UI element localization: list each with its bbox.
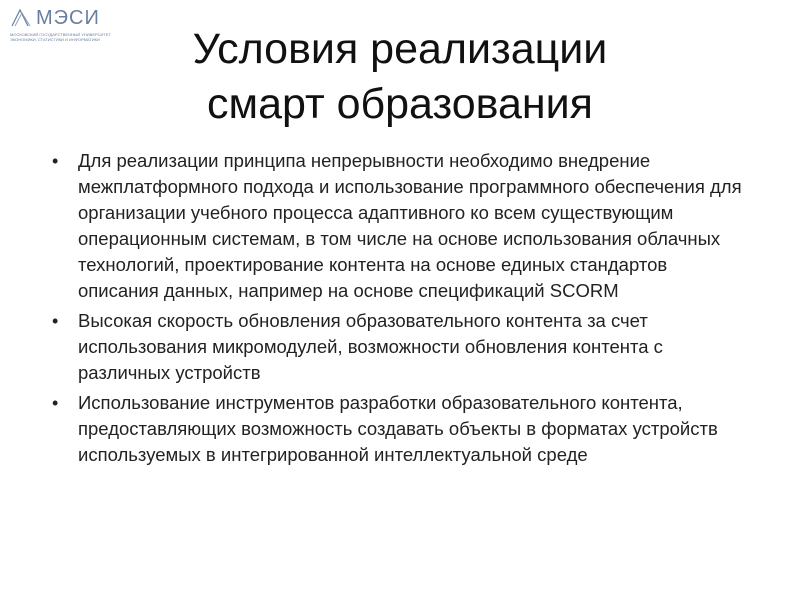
- bullet-item: [52, 308, 752, 386]
- bullet-text: Для реализации принципа непрерывности необходимо внедрение межплатформного подхода и использование программного обеспечения для организации учебного процесса адаптивного ко всем существующим операционным системам, в том числе на основе использования облачных технологий, проектирование контента на основе единых стандартов описания данных, например на основе спецификаций SCORM: [78, 150, 742, 301]
- bullet-icon: •: [52, 311, 59, 331]
- bullet-text: Использование инструментов разработки образовательного контента, предоставляющих возможность создавать объекты в форматах устройств используемых в интегрированной интеллектуальной среде: [78, 392, 718, 465]
- bullet-icon: •: [52, 151, 59, 171]
- bullet-item: [52, 390, 752, 468]
- bullet-item: [52, 148, 752, 304]
- slide-title-line-2: смарт образования: [207, 80, 593, 128]
- logo-wordmark: МЭСИ: [36, 7, 100, 29]
- university-emblem-icon: [8, 6, 34, 32]
- bullet-text: Высокая скорость обновления образовательного контента за счет использования микромодулей, возможности обновления контента с различных устройств: [78, 310, 663, 383]
- slide-title: [100, 22, 700, 132]
- logo-subtitle: МОСКОВСКИЙ ГОСУДАРСТВЕННЫЙ УНИВЕРСИТЕТ ЭКОНОМИКИ, СТАТИСТИКИ И ИНФОРМАТИКИ: [10, 32, 111, 42]
- bullet-icon: •: [52, 393, 59, 413]
- bullet-list: [52, 148, 752, 472]
- slide-title-line-1: Условия реализации: [192, 25, 608, 73]
